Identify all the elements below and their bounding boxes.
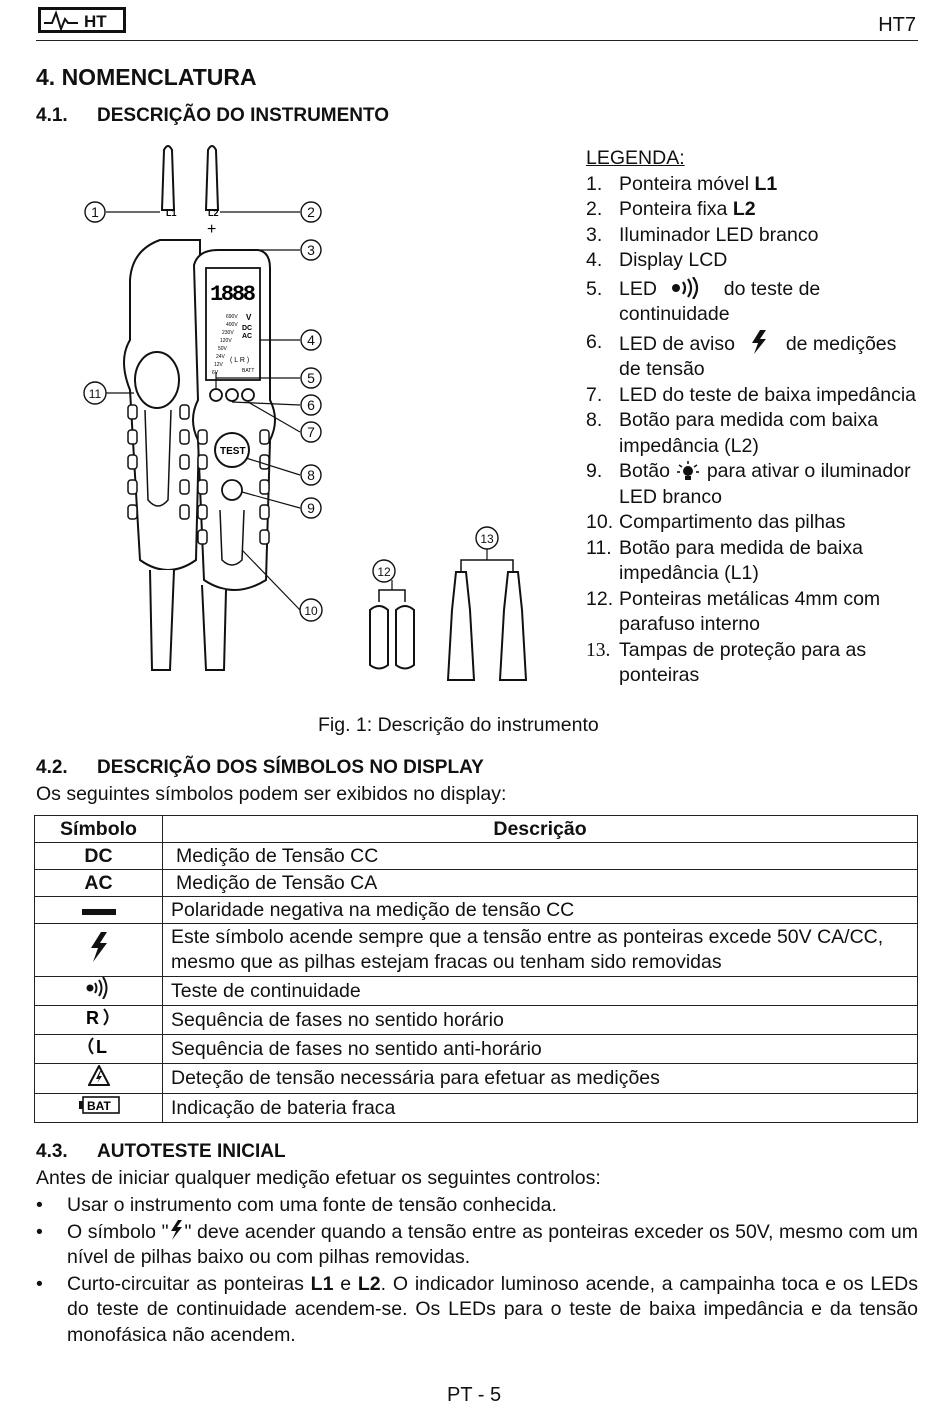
svg-text:5: 5 [307,370,315,386]
lightning-icon [87,932,111,962]
svg-text:13: 13 [480,532,494,546]
svg-text:L: L [95,1037,107,1057]
label-l1: L1 [166,208,177,218]
legend-title: LEGENDA: [586,147,685,169]
page-number: PT - 5 [447,1384,502,1406]
svg-text:4: 4 [307,332,315,348]
rotation-left-icon [84,1035,114,1057]
svg-text:TEST: TEST [220,446,246,457]
svg-text:2: 2 [307,204,315,220]
instrument-diagram [70,140,570,710]
lcd-unit-v: V [246,313,252,322]
legend-item-8: 8. Botão para medida com baixa impedância (L2) [586,409,879,457]
label-plus: + [207,221,217,238]
svg-text:50V: 50V [218,346,227,352]
svg-text:12V: 12V [214,362,223,368]
table-row: Teste de continuidade [35,977,918,1006]
symbol-dc: DC [35,843,163,870]
battery-icon [78,1096,120,1114]
header-description: Descrição [163,816,918,843]
continuity-icon [668,277,712,299]
svg-text:BAT: BAT [86,1099,111,1113]
protective-caps-13 [448,560,526,680]
legend-item-4: 4. Display LCD [586,249,728,271]
legend-item-7: 7. LED do teste de baixa impedância [586,383,917,406]
symbol-ac: AC [35,870,163,897]
ht-logo [38,7,126,33]
legend-item-10: 10. Compartimento das pilhas [586,511,846,533]
table-row: Deteção de tensão necessária para efetuar as medições [35,1064,918,1094]
header-symbol: Símbolo [35,816,163,843]
probe-tip-l1 [162,146,174,210]
svg-text:12: 12 [377,565,391,579]
led-voltage [226,389,238,401]
section-4-3-heading: 4.3. AUTOTESTE INICIAL [36,1141,286,1162]
legend-item-6: 6. LED de aviso de medições de tensão [586,330,897,380]
lightning-icon [746,330,774,354]
metal-tips-12 [370,590,414,669]
table-row: BAT Indicação de bateria fraca [35,1094,918,1123]
section-4-2-heading: 4.2. DESCRIÇÃO DOS SÍMBOLOS NO DISPLAY [36,757,484,778]
continuity-icon [84,977,114,999]
svg-text:3: 3 [307,242,315,258]
lightning-icon [169,1220,185,1240]
autotest-list [36,1193,918,1349]
svg-text:400V: 400V [226,322,238,328]
left-button-l1 [135,352,179,408]
right-cable [202,585,226,670]
led-low-impedance [242,389,254,401]
svg-text:6: 6 [307,397,315,413]
legend-item-1: 1. Ponteira móvel L1 [586,172,778,195]
lcd-rotation: ( L R ) [230,357,250,364]
list-item: • Curto-circuitar as ponteiras L1 e L2. O indicador luminoso acende, a campainha toca e os LEDs do teste de continuidade acendem-se. Os LEDs para o teste de baixa impedância e da tensão monofásica não acendem. [36,1272,918,1349]
svg-text:1: 1 [91,204,99,220]
table-row: DC Medição de Tensão CC [35,843,918,870]
lcd-digits: 1888 [210,282,256,307]
svg-text:6V: 6V [212,370,219,376]
header-divider [36,40,918,41]
svg-text:HT: HT [84,12,107,31]
lcd-batt: BATT [242,368,255,374]
svg-text:9: 9 [307,500,315,516]
section-4-2-intro: Os seguintes símbolos podem ser exibidos no display: [36,783,507,805]
left-cable [150,570,174,670]
figure-legend [586,146,919,689]
legend-item-2: 2. Ponteira fixa L2 [586,198,756,220]
legend-item-5: 5. LED do teste de continuidade [586,277,821,325]
section-4-1-heading: 4.1. DESCRIÇÃO DO INSTRUMENTO [36,105,390,126]
list-item: • Usar o instrumento com uma fonte de tensão conhecida. [36,1193,918,1219]
document-code: HT7 [878,14,916,36]
table-row: Polaridade negativa na medição de tensão CC [35,897,918,924]
led-continuity [210,389,222,401]
svg-text:7: 7 [307,424,315,440]
svg-text:690V: 690V [226,314,238,320]
light-button [222,480,242,500]
legend-item-11: 11. Botão para medida de baixa impedância (L1) [586,536,863,584]
lcd-dc: DC [242,325,253,332]
list-item: • O símbolo " " deve acender quando a tensão entre as ponteiras exceder os 50V, mesmo com um nível de pilhas baixo ou com pilhas removidas. [36,1220,918,1271]
figure-caption: Fig. 1: Descrição do instrumento [318,714,599,736]
legend-item-3: 3. Iluminador LED branco [586,223,819,246]
symbols-table [34,815,918,1123]
section-title-nomenclatura: 4. NOMENCLATURA [36,64,257,90]
legend-item-12: 12. Ponteiras metálicas 4mm com parafuso interno [586,587,881,635]
legend-item-9: 9. Botão para ativar o iluminador LED branco [586,460,911,508]
table-row: AC Medição de Tensão CA [35,870,918,897]
svg-text:8: 8 [307,467,315,483]
svg-text:120V: 120V [220,338,232,344]
table-row: L Sequência de fases no sentido anti-horário [35,1035,918,1064]
section-4-3-intro: Antes de iniciar qualquer medição efetuar os seguintes controlos: [36,1167,601,1189]
table-row: R Sequência de fases no sentido horário [35,1006,918,1035]
svg-text:230V: 230V [222,330,234,336]
svg-text:10: 10 [304,604,318,618]
lcd-ac: AC [242,333,253,340]
table-row: Este símbolo acende sempre que a tensão entre as ponteiras excede 50V CA/CC, mesmo que as pilhas estejam fracas ou tenham sido removidas [35,924,918,977]
light-bulb-icon [677,461,699,481]
legend-item-13: 13. Tampas de proteção para as ponteiras [586,638,867,686]
table-header-row [35,816,918,843]
label-l2: L2 [208,208,219,218]
svg-text:11: 11 [88,387,102,401]
svg-text:R: R [85,1008,99,1028]
probe-tip-l2 [206,146,218,210]
rotation-right-icon [84,1006,114,1028]
svg-text:24V: 24V [216,354,225,360]
warning-triangle-icon [88,1065,110,1087]
minus-bar-icon [82,908,116,916]
